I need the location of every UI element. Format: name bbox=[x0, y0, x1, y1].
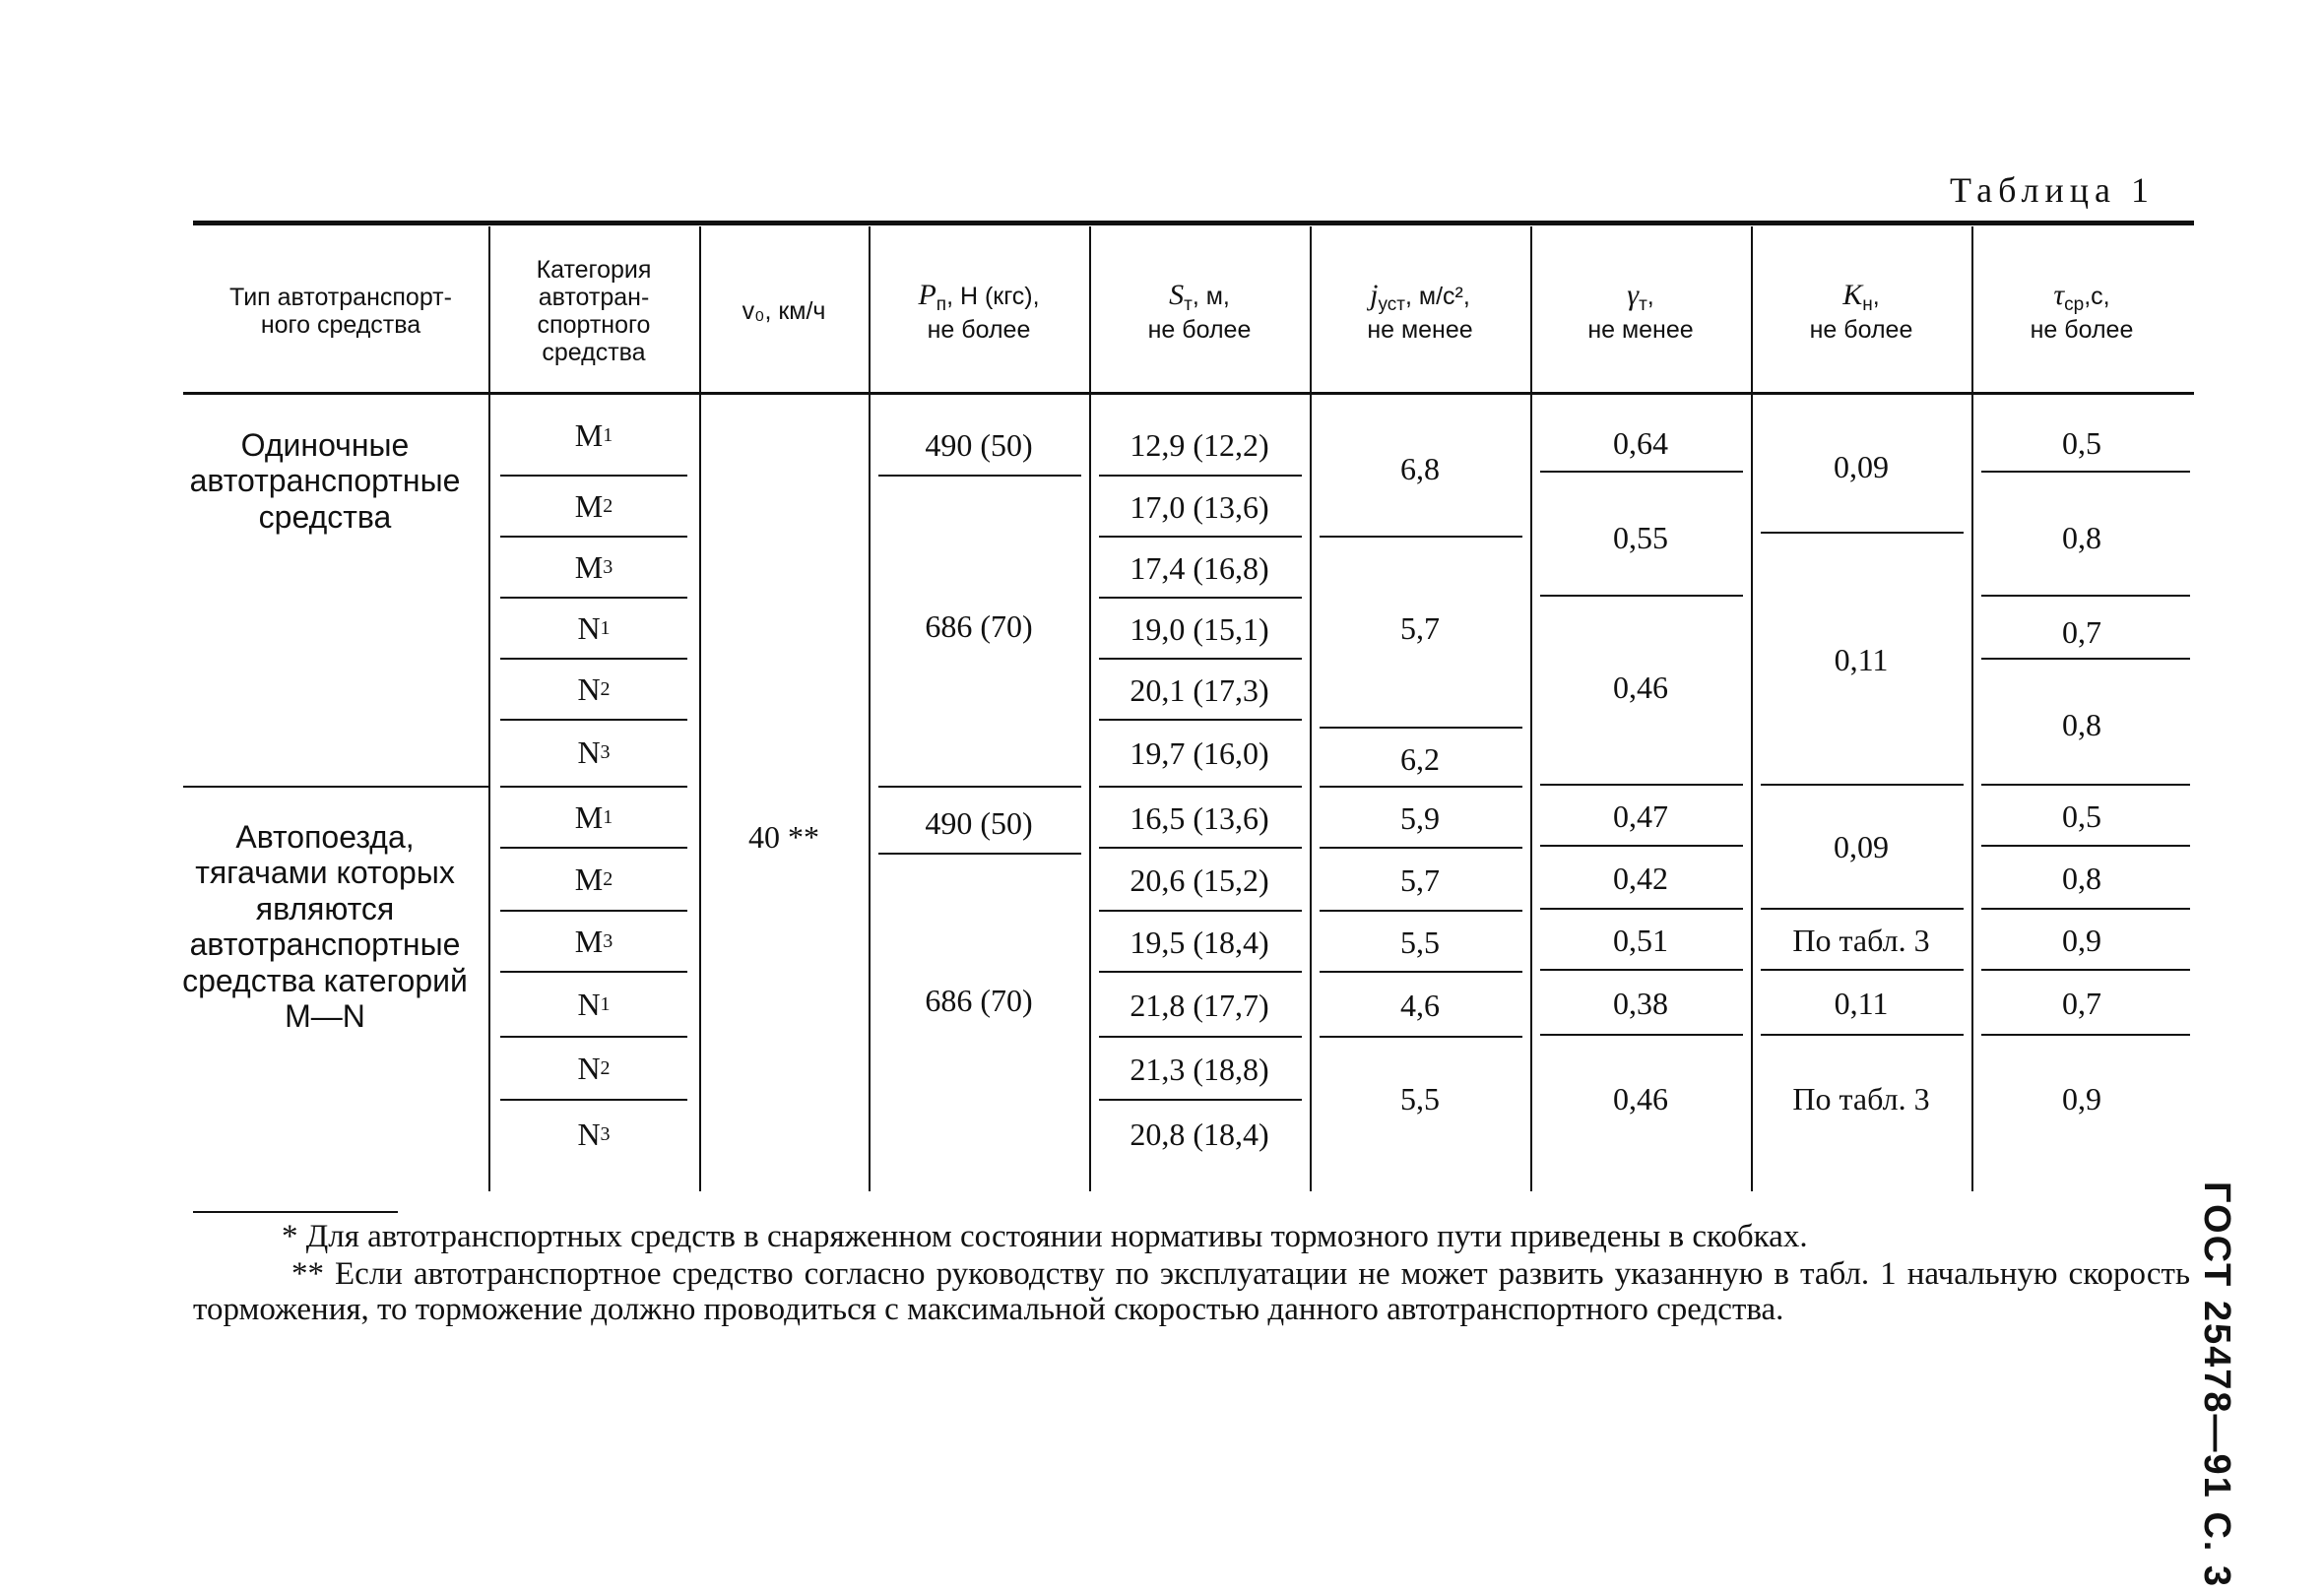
row-rule bbox=[500, 910, 687, 912]
col-rule bbox=[869, 226, 871, 1191]
j-cell: 6,8 bbox=[1400, 450, 1440, 486]
category-cell: M 1 bbox=[574, 798, 613, 835]
group-type-single: Одиночные автотранспортные средства bbox=[189, 427, 461, 535]
row-rule bbox=[1320, 536, 1522, 538]
footnote-1: * Для автотранспортных средств в снаряженном состоянии нормативы тормозного пути приведены в скобках. bbox=[282, 1219, 1808, 1254]
st-cell: 19,5 (18,4) bbox=[1130, 924, 1269, 960]
row-rule bbox=[1099, 1099, 1302, 1101]
header-tau-line2: не более bbox=[2030, 315, 2134, 344]
st-cell: 12,9 (12,2) bbox=[1130, 426, 1269, 463]
j-cell: 5,7 bbox=[1400, 861, 1440, 898]
row-rule bbox=[1981, 784, 2190, 786]
row-rule bbox=[500, 719, 687, 721]
header-gamma-line2: не менее bbox=[1587, 315, 1694, 344]
row-rule bbox=[1099, 658, 1302, 660]
row-rule bbox=[500, 536, 687, 538]
row-rule bbox=[1099, 719, 1302, 721]
header-st-line2: не более bbox=[1147, 315, 1252, 344]
row-rule bbox=[1320, 847, 1522, 849]
header-pp bbox=[871, 232, 1087, 390]
k-cell: 0,11 bbox=[1834, 985, 1889, 1021]
row-rule bbox=[1540, 595, 1743, 597]
group-divider bbox=[183, 786, 488, 788]
j-cell: 4,6 bbox=[1400, 987, 1440, 1023]
row-rule bbox=[1981, 595, 2190, 597]
row-rule bbox=[1981, 969, 2190, 971]
category-cell: N 3 bbox=[577, 1116, 611, 1152]
row-rule bbox=[500, 1036, 687, 1038]
row-rule bbox=[1320, 727, 1522, 729]
row-rule bbox=[1981, 845, 2190, 847]
st-cell: 17,0 (13,6) bbox=[1130, 488, 1269, 525]
j-cell: 5,5 bbox=[1400, 924, 1440, 960]
row-rule bbox=[1540, 969, 1743, 971]
row-rule bbox=[1540, 845, 1743, 847]
category-cell: M 3 bbox=[574, 548, 613, 585]
tau-cell: 0,9 bbox=[2062, 922, 2101, 958]
document-side-label: ГОСТ 25478—91 С. 3 bbox=[2196, 1181, 2237, 1589]
row-rule bbox=[1099, 910, 1302, 912]
st-cell: 19,0 (15,1) bbox=[1130, 610, 1269, 647]
header-gamma bbox=[1532, 232, 1749, 390]
tau-cell: 0,7 bbox=[2062, 613, 2101, 650]
row-rule bbox=[500, 847, 687, 849]
row-rule bbox=[1981, 471, 2190, 473]
st-cell: 21,8 (17,7) bbox=[1130, 987, 1269, 1023]
row-rule bbox=[1099, 475, 1302, 477]
gamma-cell: 0,46 bbox=[1613, 669, 1668, 705]
row-rule bbox=[878, 475, 1081, 477]
row-rule bbox=[1099, 597, 1302, 599]
category-cell: M 3 bbox=[574, 923, 613, 959]
tau-cell: 0,7 bbox=[2062, 985, 2101, 1021]
category-cell: N 1 bbox=[577, 986, 611, 1022]
header-type-text: Тип автотранспортного средства bbox=[229, 284, 452, 339]
category-cell: M 1 bbox=[574, 416, 613, 453]
row-rule bbox=[500, 475, 687, 477]
row-rule bbox=[1540, 1034, 1743, 1036]
k-cell: 0,09 bbox=[1834, 448, 1889, 484]
header-st-line1: $S_т$, м, bbox=[1169, 279, 1230, 316]
header-st bbox=[1091, 232, 1308, 390]
row-rule bbox=[1320, 1036, 1522, 1038]
k-cell: 0,09 bbox=[1834, 828, 1889, 864]
k-cell: По табл. 3 bbox=[1792, 1080, 1930, 1116]
j-cell: 5,9 bbox=[1400, 799, 1440, 836]
row-rule bbox=[1099, 786, 1302, 788]
j-cell: 5,5 bbox=[1400, 1080, 1440, 1116]
row-rule bbox=[500, 786, 687, 788]
header-k-line2: не более bbox=[1809, 315, 1913, 344]
footnote-2: ** Если автотранспортное средство согласно руководству по эксплуатации не может развить указанную в табл. 1 начальную скорость торможения, то торможение должно проводиться с максимальной скоростью данного автотранспортного средства. bbox=[193, 1256, 2190, 1328]
gamma-cell: 0,55 bbox=[1613, 519, 1668, 555]
row-rule bbox=[1099, 536, 1302, 538]
row-rule bbox=[1320, 786, 1522, 788]
col-rule bbox=[1751, 226, 1753, 1191]
st-cell: 20,1 (17,3) bbox=[1130, 671, 1269, 708]
row-rule bbox=[1320, 910, 1522, 912]
row-rule bbox=[1761, 784, 1964, 786]
row-rule bbox=[1761, 1034, 1964, 1036]
j-cell: 5,7 bbox=[1400, 609, 1440, 646]
gamma-cell: 0,42 bbox=[1613, 860, 1668, 896]
st-cell: 20,6 (15,2) bbox=[1130, 861, 1269, 898]
header-v0-text: v₀, км/ч bbox=[742, 297, 826, 325]
st-cell: 17,4 (16,8) bbox=[1130, 549, 1269, 586]
row-rule bbox=[500, 1099, 687, 1101]
header-j-line1: $j_{уст}$, м/с², bbox=[1370, 279, 1470, 316]
col-rule bbox=[1310, 226, 1312, 1191]
row-rule bbox=[1099, 847, 1302, 849]
header-j bbox=[1312, 232, 1528, 390]
gamma-cell: 0,51 bbox=[1613, 922, 1668, 958]
row-rule bbox=[1761, 532, 1964, 534]
header-k-line1: $K_н$, bbox=[1842, 279, 1880, 316]
row-rule bbox=[500, 971, 687, 973]
table-caption: Таблица 1 bbox=[1950, 170, 2155, 210]
pp-cell: 686 (70) bbox=[925, 982, 1033, 1018]
tau-cell: 0,5 bbox=[2062, 798, 2101, 834]
gamma-cell: 0,38 bbox=[1613, 985, 1668, 1021]
row-rule bbox=[1540, 908, 1743, 910]
row-rule bbox=[500, 597, 687, 599]
header-gamma-line1: $\gamma_т$, bbox=[1627, 279, 1654, 316]
category-cell: N 2 bbox=[577, 670, 611, 707]
row-rule bbox=[1540, 784, 1743, 786]
header-category bbox=[490, 232, 697, 390]
row-rule bbox=[1981, 658, 2190, 660]
tau-cell: 0,8 bbox=[2062, 519, 2101, 555]
footnote-rule bbox=[193, 1211, 398, 1213]
v0-value: 40 ** bbox=[748, 818, 819, 855]
row-rule bbox=[500, 658, 687, 660]
k-cell: По табл. 3 bbox=[1792, 922, 1930, 958]
row-rule bbox=[1099, 971, 1302, 973]
row-rule bbox=[878, 853, 1081, 855]
row-rule bbox=[1761, 969, 1964, 971]
pp-cell: 490 (50) bbox=[925, 426, 1033, 463]
category-cell: N 1 bbox=[577, 609, 611, 646]
header-tau bbox=[1973, 232, 2190, 390]
row-rule bbox=[1099, 1036, 1302, 1038]
header-category-text: Категория автотранспортного средства bbox=[536, 256, 652, 366]
header-pp-line2: не более bbox=[927, 315, 1031, 344]
tau-cell: 0,8 bbox=[2062, 706, 2101, 742]
gamma-cell: 0,64 bbox=[1613, 424, 1668, 461]
row-rule bbox=[878, 786, 1081, 788]
row-rule bbox=[1981, 908, 2190, 910]
pp-cell: 490 (50) bbox=[925, 804, 1033, 841]
row-rule bbox=[1981, 1034, 2190, 1036]
tau-cell: 0,5 bbox=[2062, 424, 2101, 461]
table-top-rule bbox=[193, 221, 2194, 225]
category-cell: M 2 bbox=[574, 487, 613, 524]
row-rule bbox=[1761, 908, 1964, 910]
header-type bbox=[193, 232, 488, 390]
header-tau-line1: $\tau_{ср},с$, bbox=[2053, 279, 2110, 316]
category-cell: N 2 bbox=[577, 1050, 611, 1086]
gamma-cell: 0,46 bbox=[1613, 1080, 1668, 1116]
row-rule bbox=[1540, 471, 1743, 473]
header-v0 bbox=[701, 232, 867, 390]
header-j-line2: не менее bbox=[1367, 315, 1473, 344]
row-rule bbox=[1320, 971, 1522, 973]
st-cell: 20,8 (18,4) bbox=[1130, 1116, 1269, 1152]
tau-cell: 0,9 bbox=[2062, 1080, 2101, 1116]
category-cell: M 2 bbox=[574, 861, 613, 897]
st-cell: 21,3 (18,8) bbox=[1130, 1051, 1269, 1087]
st-cell: 19,7 (16,0) bbox=[1130, 734, 1269, 771]
st-cell: 16,5 (13,6) bbox=[1130, 799, 1269, 836]
k-cell: 0,11 bbox=[1834, 641, 1889, 677]
gamma-cell: 0,47 bbox=[1613, 798, 1668, 834]
j-cell: 6,2 bbox=[1400, 740, 1440, 777]
pp-cell: 686 (70) bbox=[925, 607, 1033, 644]
category-cell: N 3 bbox=[577, 734, 611, 770]
header-pp-line1: $P_п$, Н (кгс), bbox=[918, 279, 1040, 316]
col-rule bbox=[699, 226, 701, 1191]
group-type-roadtrain: Автопоезда, тягачами которых являются автотранспортные средства категорий М—N bbox=[182, 819, 468, 1035]
header-k bbox=[1753, 232, 1969, 390]
header-bottom-rule bbox=[183, 392, 2194, 395]
tau-cell: 0,8 bbox=[2062, 860, 2101, 896]
